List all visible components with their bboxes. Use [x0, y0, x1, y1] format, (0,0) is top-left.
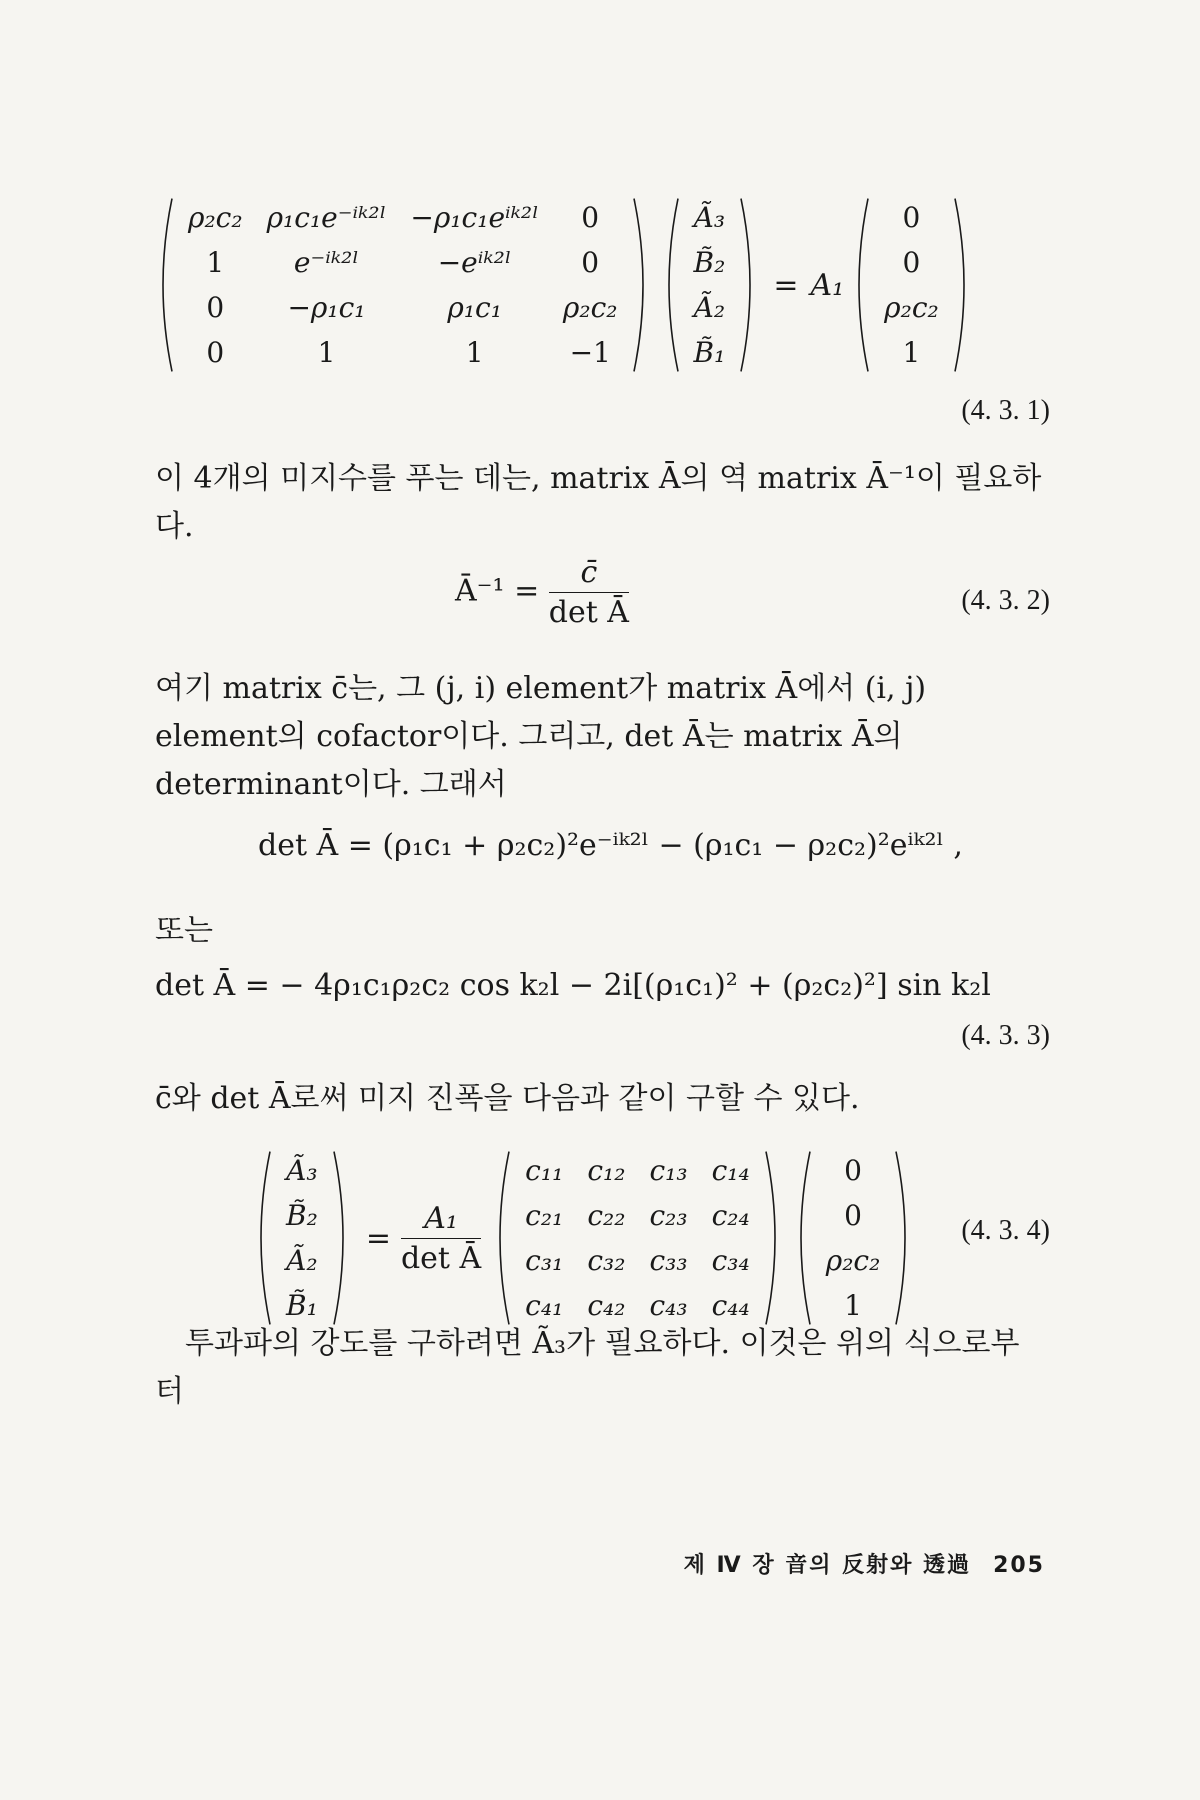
paragraph-1: 이 4개의 미지수를 푸는 데는, matrix Ā의 역 matrix Ā⁻¹이 필요하다. [155, 461, 1042, 544]
rhs-vector [872, 195, 951, 375]
matrix-cell: c₄₂ [587, 1289, 626, 1322]
matrix-cell: c₂₂ [587, 1199, 626, 1232]
vector-cell: ρ₂c₂ [884, 291, 939, 324]
paragraph-3: c̄와 det Ā로써 미지 진폭을 다음과 같이 구할 수 있다. [155, 1081, 860, 1116]
right-paren [330, 1148, 356, 1328]
matrix-cell: 0 [206, 336, 225, 369]
left-paren [487, 1148, 513, 1328]
matrix-cell: c₄₁ [525, 1289, 564, 1322]
page-number: 205 [993, 1553, 1045, 1578]
vector-cell: 0 [902, 201, 921, 234]
right-paren [892, 1148, 918, 1328]
vector-cell: B̃₂ [693, 246, 726, 279]
right-paren [630, 195, 656, 375]
equation-number: (4. 3. 3) [961, 1020, 1050, 1051]
vector-cell: Ã₂ [693, 291, 726, 324]
vector-cell: 1 [902, 336, 921, 369]
vector-cell: 1 [844, 1289, 862, 1322]
vector-cell: 0 [844, 1154, 862, 1187]
inverse-lhs: Ā⁻¹ = [455, 573, 540, 609]
matrix-row [176, 285, 630, 330]
matrix-cell: 0 [581, 246, 600, 279]
vector-cell: 0 [902, 246, 921, 279]
denominator: det Ā [548, 595, 629, 630]
fraction-bar [549, 592, 629, 593]
matrix-cell: c₃₁ [525, 1244, 564, 1277]
matrix-cell: 1 [465, 336, 484, 369]
unknown-vector [682, 195, 738, 375]
matrix-cell: −eⁱᵏ²ˡ [437, 246, 512, 279]
paragraph-4: 투과파의 강도를 구하려면 Ã₃가 필요하다. 이것은 위의 식으로부터 [155, 1326, 1020, 1409]
fraction-bar [401, 1238, 481, 1239]
matrix-cell: c₃₄ [711, 1244, 750, 1277]
right-paren [762, 1148, 788, 1328]
vector-cell: Ã₃ [693, 201, 726, 234]
fraction [401, 1201, 481, 1276]
equation-number: (4. 3. 4) [961, 1215, 1050, 1246]
matrix-row [176, 195, 630, 240]
or-text: 또는 [155, 913, 213, 948]
left-paren [788, 1148, 814, 1328]
equation-number: (4. 3. 2) [961, 585, 1050, 616]
matrix-row [176, 240, 630, 285]
denominator: det Ā [400, 1240, 482, 1276]
matrix-cell: ρ₂c₂ [188, 201, 243, 234]
matrix-row [176, 330, 630, 375]
coefficient-matrix [176, 195, 630, 375]
matrix-cell: c₁₂ [587, 1154, 626, 1187]
equation-4-3-1 [150, 195, 977, 375]
equals-sign: = [773, 267, 799, 303]
matrix-cell: ρ₁c₁e⁻ⁱᵏ²ˡ [266, 201, 387, 234]
left-paren [846, 195, 872, 375]
determinant-equation-expanded: det Ā = − 4ρ₁c₁ρ₂c₂ cos k₂l − 2i[(ρ₁c₁)² + (ρ₂c₂)²] sin k₂l [155, 968, 991, 1003]
matrix-cell: c₁₁ [525, 1154, 564, 1187]
left-paren [656, 195, 682, 375]
vector-cell: B̃₁ [693, 336, 726, 369]
matrix-row [513, 1238, 762, 1283]
matrix-cell: ρ₁c₁ [447, 291, 502, 324]
equation-4-3-4 [248, 1148, 918, 1328]
matrix-cell: c₂₃ [649, 1199, 688, 1232]
matrix-row [513, 1193, 762, 1238]
equation-4-3-2 [455, 555, 629, 630]
right-paren [737, 195, 763, 375]
matrix-cell: −1 [569, 336, 611, 369]
matrix-cell: c₃₂ [587, 1244, 626, 1277]
vector-cell: 0 [844, 1199, 862, 1232]
matrix-cell: 0 [206, 291, 225, 324]
matrix-cell: 0 [581, 201, 600, 234]
matrix-cell: e⁻ⁱᵏ²ˡ [293, 246, 360, 279]
left-paren [248, 1148, 274, 1328]
matrix-cell: c₂₄ [711, 1199, 750, 1232]
cofactor-matrix [513, 1148, 762, 1328]
rhs-vector [814, 1148, 893, 1328]
vector-cell: ρ₂c₂ [825, 1244, 881, 1277]
equation-number: (4. 3. 1) [961, 395, 1050, 426]
matrix-cell: c₁₃ [649, 1154, 688, 1187]
matrix-cell: c₄₄ [711, 1289, 750, 1322]
matrix-cell: ρ₂c₂ [562, 291, 618, 324]
matrix-row [513, 1148, 762, 1193]
chapter-title: 제 Ⅳ 장 音의 反射와 透過 [683, 1553, 972, 1578]
matrix-cell: 1 [206, 246, 225, 279]
vector-cell: B̃₂ [286, 1199, 318, 1232]
vector-cell: B̃₁ [286, 1289, 318, 1322]
equals-sign: = [365, 1220, 391, 1256]
coefficient: A₁ [810, 267, 845, 303]
matrix-cell: c₃₃ [649, 1244, 688, 1277]
matrix-cell: c₁₄ [711, 1154, 750, 1187]
matrix-cell: −ρ₁c₁ [287, 291, 366, 324]
unknown-vector [274, 1148, 330, 1328]
determinant-equation: det Ā = (ρ₁c₁ + ρ₂c₂)²e⁻ⁱᵏ²ˡ − (ρ₁c₁ − ρ₂c₂)²eⁱᵏ²ˡ , [258, 828, 963, 863]
matrix-cell: −ρ₁c₁eⁱᵏ²ˡ [410, 201, 539, 234]
numerator: c̄ [580, 555, 598, 590]
vector-cell: Ã₂ [286, 1244, 318, 1277]
numerator: A₁ [424, 1200, 458, 1236]
page-footer [684, 1548, 1045, 1579]
matrix-cell: 1 [317, 336, 336, 369]
right-paren [951, 195, 977, 375]
vector-cell: Ã₃ [286, 1154, 318, 1187]
left-paren [150, 195, 176, 375]
fraction [549, 555, 629, 630]
paragraph-2: 여기 matrix c̄는, 그 (j, i) element가 matrix Ā에서 (i, j) element의 cofactor이다. 그리고, det Ā는 matrix Ā의 determinant이다. 그래서 [155, 671, 927, 802]
matrix-cell: c₄₃ [649, 1289, 688, 1322]
matrix-cell: c₂₁ [525, 1199, 564, 1232]
